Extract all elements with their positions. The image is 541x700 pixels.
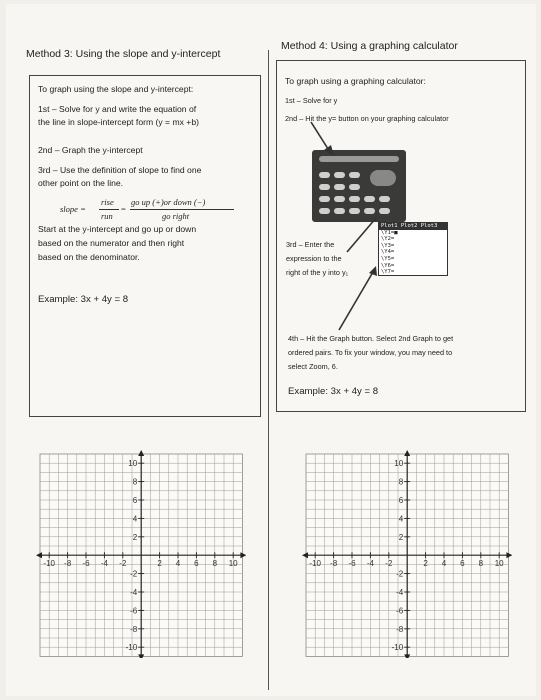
- run-text: run: [101, 211, 113, 221]
- right-x-tick-label: 10: [494, 559, 504, 569]
- left-x-tick-label: 6: [194, 559, 199, 569]
- method4-heading: Method 4: Using a graphing calculator: [281, 40, 458, 52]
- right-x-tick-label: 6: [460, 559, 465, 569]
- left-x-tick-label: -4: [100, 559, 108, 569]
- right-x-tick-label: 2: [423, 559, 428, 569]
- left-x-tick-label: -10: [43, 559, 55, 569]
- right-y-arrow-up: [404, 450, 410, 456]
- method4-step4-a: 4th – Hit the Graph button. Select 2nd Graph to get: [288, 334, 454, 343]
- method4-step3-a: 3rd – Enter the: [286, 240, 335, 249]
- arrow-line-to-y-button: [311, 122, 330, 152]
- arrow-line-to-calculator: [347, 218, 376, 252]
- left-x-tick-label: 4: [175, 559, 181, 569]
- screen-row: \Y1=■: [381, 229, 398, 236]
- method3-step3-a: 3rd – Use the definition of slope to find one: [38, 165, 202, 175]
- left-y-tick-label: -2: [130, 569, 138, 579]
- rise-text: rise: [101, 197, 114, 207]
- left-y-tick-label: -4: [130, 588, 138, 597]
- coordinate-grid-right: [302, 448, 512, 658]
- right-y-tick-label: -4: [396, 588, 404, 597]
- left-x-tick-label: 2: [157, 559, 162, 569]
- right-y-tick-label: 4: [398, 514, 404, 524]
- left-x-tick-label: -2: [119, 559, 127, 569]
- screen-row: \Y3=: [381, 242, 395, 249]
- right-x-tick-label: -6: [348, 559, 356, 569]
- screen-row: \Y2=: [381, 236, 395, 243]
- go-up-text: go up (+)or down (−): [131, 197, 206, 207]
- coordinate-grid-left: [36, 448, 246, 658]
- right-y-tick-label: -2: [396, 569, 404, 579]
- left-y-tick-label: 2: [132, 532, 138, 542]
- method4-step3-b: expression to the: [286, 254, 342, 263]
- right-y-tick-label: -10: [391, 643, 404, 653]
- method3-example: Example: 3x + 4y = 8: [38, 294, 129, 305]
- left-x-arrow-right: [240, 552, 246, 558]
- left-y-tick-label: -8: [130, 624, 138, 634]
- right-y-tick-label: -6: [396, 606, 404, 616]
- left-y-tick-label: 10: [128, 459, 138, 469]
- equals-sign: =: [121, 204, 126, 214]
- right-x-tick-label: 4: [441, 559, 447, 569]
- method4-step4-b: ordered pairs. To fix your window, you may need to: [288, 348, 453, 357]
- right-x-tick-label: -2: [385, 559, 393, 569]
- right-x-tick-label: -4: [366, 559, 374, 569]
- method3-start-b: based on the numerator and then right: [38, 238, 185, 248]
- method4-step1: 1st – Solve for y: [285, 96, 338, 105]
- left-x-tick-label: 8: [212, 559, 218, 569]
- right-x-tick-label: -8: [330, 559, 338, 569]
- right-x-arrow-right: [506, 552, 512, 558]
- left-x-tick-label: -8: [64, 559, 72, 569]
- right-x-arrow-left: [302, 552, 308, 558]
- method3-title: To graph using the slope and y-intercept:: [38, 84, 194, 94]
- screen-row: \Y6=: [381, 262, 395, 269]
- left-y-tick-label: 8: [132, 477, 138, 487]
- right-y-tick-label: -8: [396, 624, 404, 634]
- arrow-head-down: [324, 145, 334, 156]
- right-x-tick-label: 8: [478, 559, 484, 569]
- method3-step1-b: the line in slope-intercept form (y = mx +b): [38, 117, 199, 127]
- left-y-tick-label: 6: [132, 496, 138, 505]
- left-y-arrow-up: [138, 450, 144, 456]
- method4-example: Example: 3x + 4y = 8: [288, 386, 379, 397]
- right-y-tick-label: 10: [394, 459, 404, 469]
- screen-row: \Y5=: [381, 255, 395, 262]
- left-x-tick-label: -6: [82, 559, 90, 569]
- go-right-text: go right: [162, 211, 190, 221]
- slope-label: slope =: [60, 204, 86, 214]
- right-y-tick-label: 2: [398, 532, 404, 542]
- left-y-tick-label: 4: [132, 514, 138, 524]
- method3-heading: Method 3: Using the slope and y-intercept: [26, 48, 221, 60]
- method3-step1-a: 1st – Solve for y and write the equation of: [38, 104, 197, 114]
- left-x-tick-label: 10: [228, 559, 238, 569]
- left-x-arrow-left: [36, 552, 42, 558]
- left-y-tick-label: -10: [125, 643, 138, 653]
- left-y-tick-label: -6: [130, 606, 138, 616]
- screen-row: \Y7=: [381, 269, 395, 276]
- right-x-tick-label: -10: [309, 559, 321, 569]
- method4-step3-c: right of the y into y₁: [286, 268, 349, 277]
- arrow-head-up: [369, 266, 377, 276]
- right-y-tick-label: 6: [398, 496, 404, 505]
- screen-header: Plot1 Plot2 Plot3: [379, 223, 447, 230]
- method4-step4-c: select Zoom, 6.: [288, 362, 338, 371]
- method3-step3-b: other point on the line.: [38, 178, 124, 188]
- arrow-line-to-screen: [339, 272, 373, 330]
- method3-start-a: Start at the y-intercept and go up or down: [38, 224, 197, 234]
- y-equals-screen: [378, 222, 448, 276]
- method4-title: To graph using a graphing calculator:: [285, 76, 426, 86]
- method3-step2: 2nd – Graph the y-intercept: [38, 145, 143, 155]
- method4-step2: 2nd – Hit the y= button on your graphing calculator: [285, 114, 449, 123]
- screen-row: \Y4=: [381, 249, 395, 256]
- method3-start-c: based on the denominator.: [38, 252, 140, 262]
- right-y-tick-label: 8: [398, 477, 404, 487]
